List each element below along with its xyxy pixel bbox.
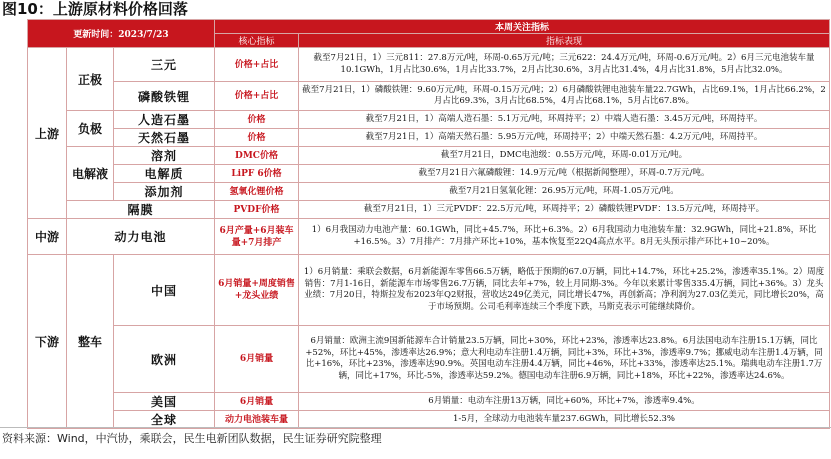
table-row: [28, 201, 830, 219]
core-indicator: PVDF价格: [215, 201, 299, 219]
item-name: 三元: [114, 48, 215, 82]
indicator-text: 截至7月21日，1）三元811：27.8万元/吨，环周-0.65万元/吨；三元622：24.4万元/吨，环周-0.6万元/吨。2）6月三元电池装车量10.1GWh，1月占比30.6%，1月占比33.7%，2月占比30.6%，3月占比31.4%，4月占比31.8%，5月占比32.0%。: [299, 48, 830, 82]
core-indicator: 6月销量: [215, 326, 299, 393]
item-name: 添加剂: [114, 183, 215, 201]
indicator-text: 截至7月21日，1）三元PVDF：22.5万元/吨，环周持平；2）磷酸铁锂PVDF：13.5万元/吨，环周持平。: [299, 201, 830, 219]
table-row: [28, 129, 830, 147]
core-indicator: 6月销量+周度销售+龙头业绩: [215, 255, 299, 326]
indicator-performance-header: 指标表现: [299, 34, 830, 48]
core-indicator: 价格: [215, 111, 299, 129]
table-row: [28, 219, 830, 255]
header-row-1: [28, 20, 830, 34]
update-time-header: 更新时间：2023/7/23: [28, 20, 215, 48]
item-name: 天然石墨: [114, 129, 215, 147]
segment-midstream: 中游: [28, 219, 67, 255]
data-table: [27, 19, 830, 429]
item-name: 隔膜: [67, 201, 215, 219]
core-indicator-header: 核心指标: [215, 34, 299, 48]
table-row: [28, 411, 830, 429]
segment-downstream: 下游: [28, 255, 67, 429]
table-row: [28, 147, 830, 165]
indicator-text: 截至7月21日六氟磷酸锂：14.9万元/吨（根据新闻整理），环周-0.7万元/吨。: [299, 165, 830, 183]
core-indicator: 动力电池装车量: [215, 411, 299, 429]
core-indicator: DMC价格: [215, 147, 299, 165]
table-row: [28, 255, 830, 326]
core-indicator: 6月产量+6月装车量+7月排产: [215, 219, 299, 255]
core-indicator: 价格: [215, 129, 299, 147]
table-row: [28, 393, 830, 411]
indicator-text: 6月销量：电动车注册13万辆，同比+60%，环比+7%，渗透率9.4%。: [299, 393, 830, 411]
indicator-text: 6月销量：欧洲主流9国新能源车合计销量23.5万辆，同比+30%，环比+23%，渗透率达23.8%。6月法国电动车注册15.1万辆，同比+52%，环比+45%，渗透率达26.9%；意大利电动车注册1.4万辆，同比+3%，环比+3%，渗透率9.7%；挪威电动车注册1.4万辆，同比+16%，环比+23%，渗透率达90.9%。英国电动车注册4.4万辆，同比+46%，环比+33%，渗透率达25.1%。瑞典电动车注册1.7万辆，同比+17%，环比-5%，渗透率达59.2%。德国电动车注册6.9万辆，同比+18%，环比+22%，渗透率达24.6%。: [299, 326, 830, 393]
core-indicator: LiPF 6价格: [215, 165, 299, 183]
figure-title: 图10：上游原材料价格回落: [2, 0, 188, 18]
source-note: 资料来源：Wind，中汽协，乘联会，民生电新团队数据，民生证券研究院整理: [2, 432, 382, 445]
item-name: 全球: [114, 411, 215, 429]
category-vehicle: 整车: [67, 255, 114, 429]
indicator-text: 截至7月21日，1）磷酸铁锂：9.60万元/吨，环周-0.15万元/吨；2）6月磷酸铁锂电池装车量22.7GWh，占比69.1%，1月占比66.2%，2月占比69.3%，3月占比68.5%，4月占比68.1%，5月占比67.8%。: [299, 82, 830, 111]
item-name: 电解质: [114, 165, 215, 183]
divider: [0, 427, 831, 428]
indicator-text: 截至7月21日氢氧化锂：26.95万元/吨，环周-1.05万元/吨。: [299, 183, 830, 201]
core-indicator: 价格+占比: [215, 48, 299, 82]
table-row: [28, 48, 830, 82]
table-row: [28, 82, 830, 111]
weekly-focus-header: 本周关注指标: [215, 20, 830, 34]
core-indicator: 6月销量: [215, 393, 299, 411]
item-name: 磷酸铁锂: [114, 82, 215, 111]
item-name: 美国: [114, 393, 215, 411]
core-indicator: 氢氧化锂价格: [215, 183, 299, 201]
category-cathode: 正极: [67, 48, 114, 111]
category-electrolyte: 电解液: [67, 147, 114, 201]
category-anode: 负极: [67, 111, 114, 147]
table-row: [28, 111, 830, 129]
table-row: [28, 183, 830, 201]
segment-upstream: 上游: [28, 48, 67, 219]
item-name: 溶剂: [114, 147, 215, 165]
item-name: 动力电池: [67, 219, 215, 255]
indicator-text: 截至7月21日，1）高端人造石墨：5.1万元/吨，环周持平；2）中端人造石墨：3.45万元/吨，环周持平。: [299, 111, 830, 129]
indicator-text: 1）6月我国动力电池产量：60.1GWh，同比+45.7%，环比+6.3%。2）6月我国动力电池装车量：32.9GWh，同比+21.8%，环比+16.5%。3）7月排产：7月排产环比+10%，基本恢复至22Q4高点水平。8月无头预示排产环比+10~20%。: [299, 219, 830, 255]
core-indicator: 价格+占比: [215, 82, 299, 111]
item-name: 人造石墨: [114, 111, 215, 129]
indicator-text: 截至7月21日，1）高端天然石墨：5.95万元/吨，环周持平；2）中端天然石墨：4.2万元/吨，环周持平。: [299, 129, 830, 147]
item-name: 欧洲: [114, 326, 215, 393]
indicator-text: 1-5月，全球动力电池装车量237.6GWh，同比增长52.3%: [299, 411, 830, 429]
indicator-text: 1）6月销量：乘联会数据，6月新能源车零售66.5万辆，略低于预期的67.0万辆，同比+14.7%，环比+25.2%，渗透率35.1%。2）周度销售：7月1-16日，新能源车市场零售26.7万辆，同比去年+7%，较上月同期-3%。今年以来累计零售335.4万辆，同比+36%。3）龙头业绩：7月20日，特斯拉发布2023年Q2财报，营收达249亿美元，同比增长47%，再创新高；净利润为27.03亿美元，同比增长20%，高于市场预期。公司毛利率连续三个季度下跌，马斯克表示可能继续降价。: [299, 255, 830, 326]
table-row: [28, 165, 830, 183]
indicator-text: 截至7月21日，DMC电池级：0.55万元/吨，环周-0.01万元/吨。: [299, 147, 830, 165]
item-name: 中国: [114, 255, 215, 326]
table-row: [28, 326, 830, 393]
